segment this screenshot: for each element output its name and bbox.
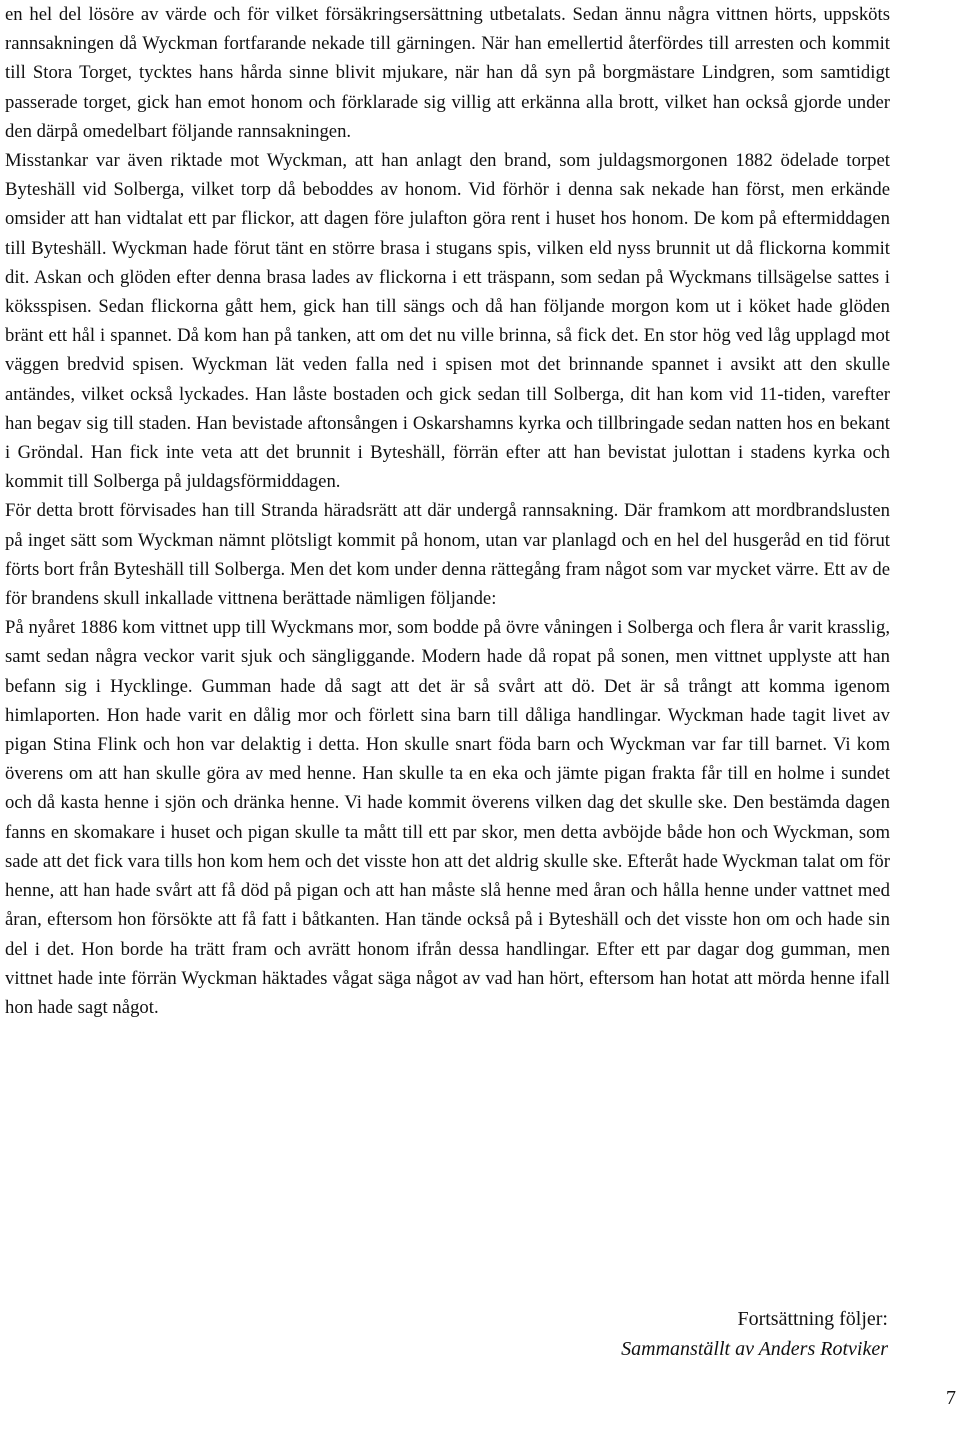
paragraph-intro: en hel del lösöre av värde och för vilket försäkringsersättning utbetalats. Sedan ännu några vittnen hörts, uppsköts rannsakningen då Wyckman fortfarande nekade till gärningen. När han emellertid återfördes till arresten och kommit till Stora Torget, tycktes hans hårda sinne blivit mjukare, när han då syn på borgmästare Lindgren, som samtidigt passerade torget, gick han emot honom och förklarade sig villig att erkänna alla brott, vilket han också gjorde under den därpå omedelbart följande rannsakningen.	[5, 4, 890, 142]
continued-note: Fortsättning följer:	[737, 1308, 888, 1330]
paragraph-witness-account: På nyåret 1886 kom vittnet upp till Wyckmans mor, som bodde på övre våningen i Solberga och flera år varit krasslig, samt sedan några veckor varit sjuk och sängliggande. Modern hade då ropat på sonen, men vittnet upplyste att han befann sig i Hycklinge. Gumman hade då sagt att det är så svårt att dö. Det är så trångt att komma igenom himlaporten. Hon hade varit en dålig mor och förlett sina barn till dåliga handlingar. Wyckman hade tagit livet av pigan Stina Flink och hon var delaktig i detta. Hon skulle snart föda barn och Wyckman var far till barnet. Vi kom överens om att han skulle göra av med henne. Han skulle ta en eka och jämte pigan frakta får till en holme i sundet och då kasta henne i sjön och dränka henne. Vi hade kommit överens vilken dag det skulle ske. Den bestämda dagen fanns en skomakare i huset och pigan skulle ta mått till ett par skor, men detta avböjde både hon och Wyckman, som sade att det fick vara tills hon kom hem och det visste hon att det aldrig skulle ske. Efteråt hade Wyckman talat om för henne, att han hade svårt att få död på pigan och att han måste slå henne med åran och hålla henne under vattnet med åran, eftersom hon försökte att få fatt i båtkanten. Han tände också på i Byteshäll och det visste hon om och hade sin del i det. Hon borde ha trätt fram och avrätt honom ifrån dessa handlingar. Efter ett par dagar dog gumman, men vittnet hade inte förrän Wyckman häktades vågat säga något av vad han hört, eftersom han hotat att mörda henne ifall hon hade sagt något.	[5, 617, 890, 1018]
paragraph-stranda-court: För detta brott förvisades han till Stranda häradsrätt att där undergå rannsakning. Där framkom att mordbrandslusten på inget sätt som Wyckman nämnt plötsligt kommit på honom, utan var planlagd och en hel del husgeråd en tid förut förts bort från Byteshäll till Solberga. Men det kom under denna rättegång fram något som var mycket värre. Ett av de för brandens skull inkallade vittnena berättade nämligen följande:	[5, 500, 890, 610]
article-footer	[621, 1304, 888, 1364]
page-number: 7	[946, 1387, 956, 1409]
paragraph-arson-suspicion: Misstankar var även riktade mot Wyckman, att han anlagt den brand, som juldagsmorgonen 1882 ödelade torpet Byteshäll vid Solberga, vilket torp då beboddes av honom. Vid förhör i denna sak nekade han först, men erkände omsider att han vidtalat ett par flickor, att dagen före julafton göra rent i huset hos honom. De kom på eftermiddagen till Byteshäll. Wyckman hade förut tänt en större brasa i stugans spis, vilken eld nyss brunnit ut då flickorna kommit dit. Askan och glöden efter denna brasa lades av flickorna i ett träspann, som sedan på Wyckmans tillsägelse sattes i köksspisen. Sedan flickorna gått hem, gick han till sängs och då han följande morgon kom ut i köket hade glöden bränt ett hål i spannet. Då kom han på tanken, att om det nu ville brinna, så fick det. En stor hög ved låg upplagd mot väggen bredvid spisen. Wyckman lät veden falla ned i spisen mot det brinnande spannet i avsikt att den skulle antändes, vilket också lyckades. Han låste bostaden och gick sedan till Solberga, dit han kom vid 11-tiden, varefter han begav sig till staden. Han bevistade aftonsången i Oskarshamns kyrka och tillbringade sedan natten hos en bekant i Gröndal. Han fick inte veta att det brunnit i Byteshäll, förrän efter att han bevistat julottan i stadens kyrka och kommit till Solberga på juldagsförmiddagen.	[5, 150, 890, 493]
compiled-by: Sammanställt av Anders Rotviker	[621, 1338, 888, 1360]
document-body	[5, 0, 890, 1022]
